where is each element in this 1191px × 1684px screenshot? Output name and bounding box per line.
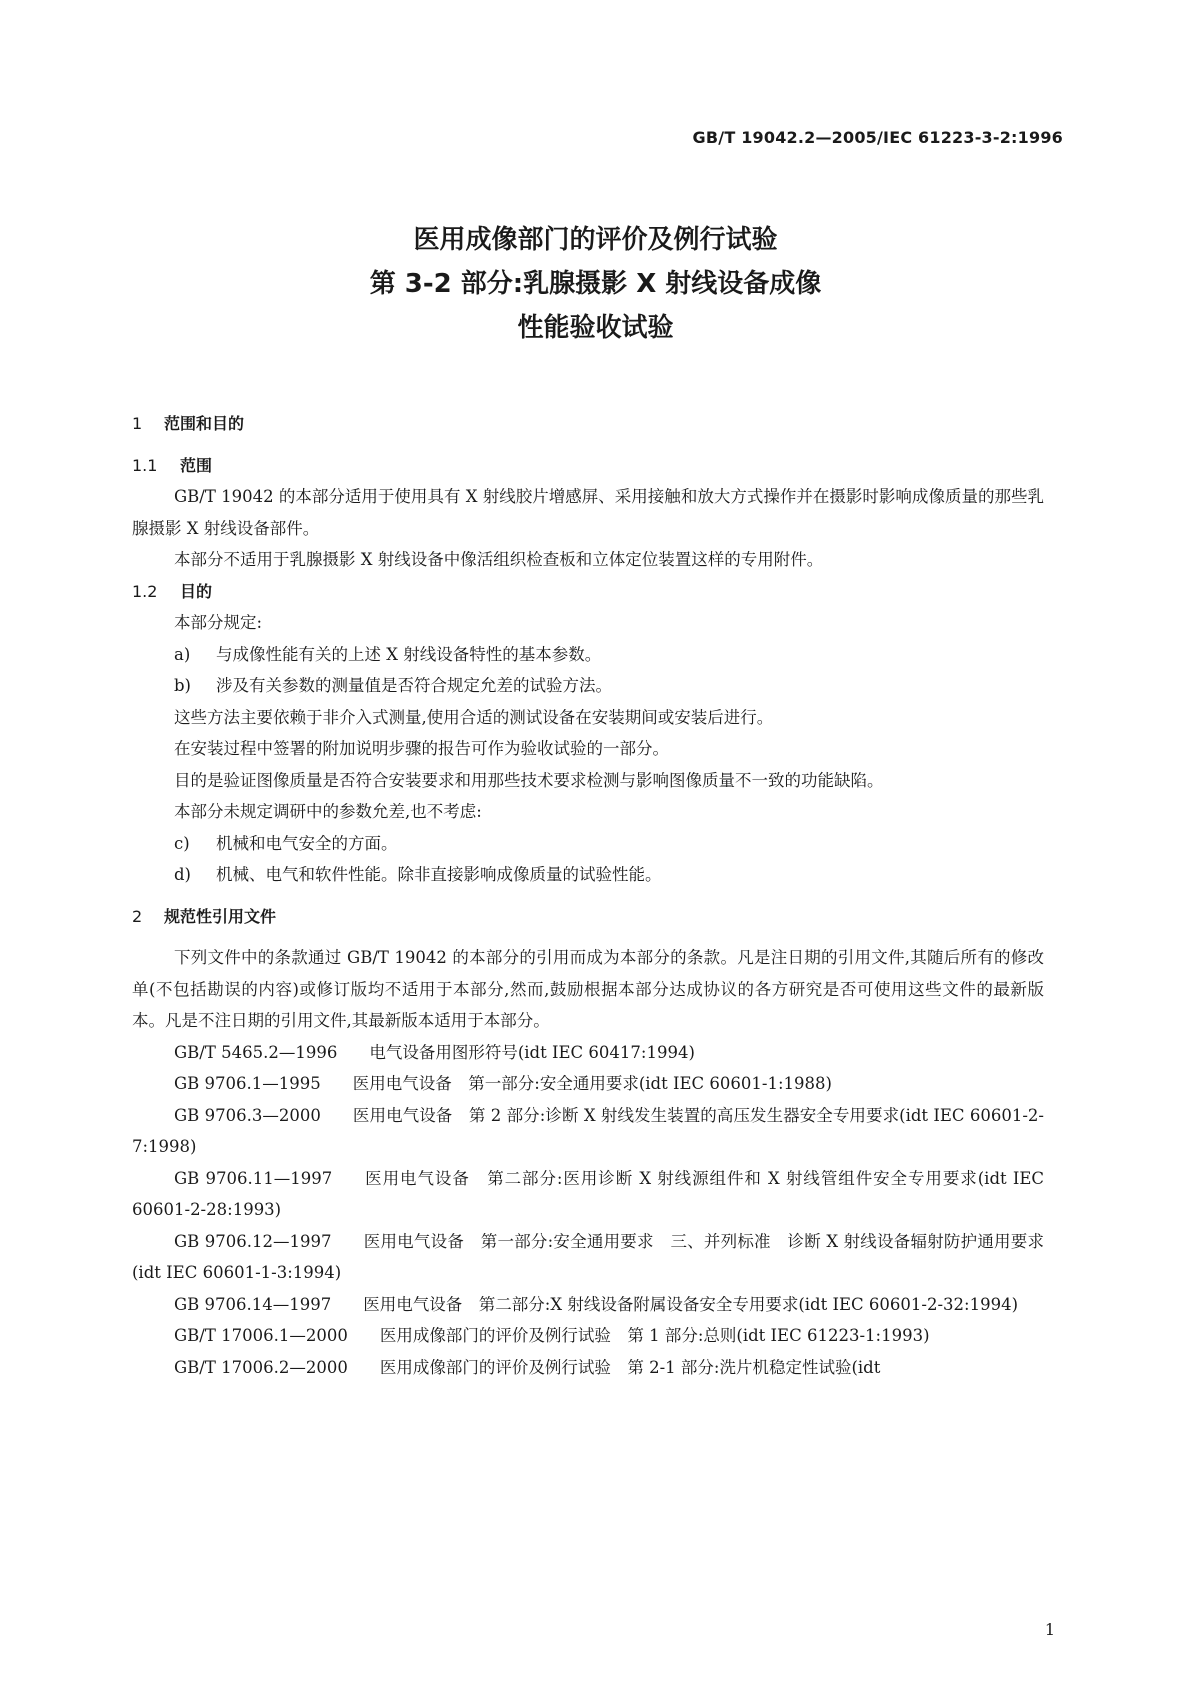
section-2-heading: [132, 901, 1044, 933]
reference-item: [132, 1163, 1044, 1226]
reference-text: 医用成像部门的评价及例行试验 第 2-1 部分:洗片机稳定性试验(idt: [379, 1357, 881, 1377]
reference-item: [132, 1037, 1044, 1069]
reference-text: 医用电气设备 第 2 部分:诊断 X 射线发生装置的高压发生器安全专用要求(idt IEC 60601-2-7:1998): [132, 1105, 1044, 1156]
paragraph: 在安装过程中签署的附加说明步骤的报告可作为验收试验的一部分。: [174, 739, 669, 758]
paragraph: 本部分未规定调研中的参数允差,也不考虑:: [174, 802, 482, 821]
standard-number: GB/T 19042.2—2005/IEC 61223-3-2:1996: [692, 128, 1063, 147]
reference-text: 医用电气设备 第一部分:安全通用要求 三、并列标准 诊断 X 射线设备辐射防护通用要求(idt IEC 60601-1-3:1994): [132, 1231, 1044, 1282]
paragraph: 这些方法主要依赖于非介入式测量,使用合适的测试设备在安装期间或安装后进行。: [174, 707, 774, 727]
paragraph: 目的是验证图像质量是否符合安装要求和用那些技术要求检测与影响图像质量不一致的功能缺陷。: [174, 770, 884, 790]
reference-text: 医用电气设备 第二部分:X 射线设备附属设备安全专用要求(idt IEC 60601-2-32:1994): [363, 1294, 1019, 1314]
paragraph: GB/T 19042 的本部分适用于使用具有 X 射线胶片增感屏、采用接触和放大方式操作并在摄影时影响成像质量的那些乳腺摄影 X 射线设备部件。: [132, 487, 1044, 538]
reference-text: 医用电气设备 第一部分:安全通用要求(idt IEC 60601-1:1988): [352, 1074, 832, 1093]
document-body: [132, 408, 1044, 1383]
section-1-heading: [132, 408, 1044, 440]
reference-text: 医用成像部门的评价及例行试验 第 1 部分:总则(idt IEC 61223-1:1993): [379, 1326, 930, 1345]
reference-item: [132, 1100, 1044, 1163]
page-number: 1: [1044, 1620, 1055, 1639]
list-text: 机械、电气和软件性能。除非直接影响成像质量的试验性能。: [216, 865, 662, 884]
list-text: 机械和电气安全的方面。: [216, 833, 398, 853]
reference-code: GB 9706.12—1997: [174, 1231, 332, 1251]
reference-code: GB 9706.14—1997: [174, 1294, 332, 1314]
reference-code: GB/T 17006.1—2000: [174, 1326, 348, 1345]
paragraph: 本部分规定:: [174, 613, 263, 632]
reference-text: 医用电气设备 第二部分:医用诊断 X 射线源组件和 X 射线管组件安全专用要求(idt IEC 60601-2-28:1993): [132, 1168, 1044, 1219]
reference-item: [132, 1226, 1044, 1289]
list-marker: d): [174, 865, 191, 884]
reference-list: [132, 1037, 1044, 1384]
paragraph: 本部分不适用于乳腺摄影 X 射线设备中像活组织检查板和立体定位装置这样的专用附件。: [174, 550, 824, 569]
reference-text: 电气设备用图形符号(idt IEC 60417:1994): [369, 1042, 695, 1062]
section-1-2-heading: [132, 576, 1044, 608]
list-marker: a): [174, 644, 191, 664]
title-line-3: 性能验收试验: [517, 313, 674, 343]
reference-code: GB 9706.3—2000: [174, 1105, 321, 1125]
section-number: 2: [132, 906, 143, 926]
list-item: [132, 859, 1044, 891]
title-line-1: 医用成像部门的评价及例行试验: [413, 225, 778, 255]
reference-code: GB 9706.11—1997: [174, 1168, 333, 1188]
section-number: 1.1: [132, 455, 158, 475]
list-text: 与成像性能有关的上述 X 射线设备特性的基本参数。: [216, 644, 602, 664]
section-number: 1: [132, 414, 143, 433]
section-number: 1.2: [132, 581, 158, 601]
section-1-1-heading: [132, 450, 1044, 482]
reference-item: [132, 1068, 1044, 1100]
document-title: [0, 218, 1191, 350]
reference-item: [132, 1320, 1044, 1352]
list-item: [132, 639, 1044, 671]
reference-code: GB 9706.1—1995: [174, 1074, 321, 1093]
list-item: [132, 828, 1044, 860]
list-marker: c): [174, 833, 190, 853]
reference-code: GB/T 17006.2—2000: [174, 1357, 348, 1377]
section-title: 范围: [180, 455, 213, 475]
reference-item: [132, 1352, 1044, 1384]
section-title: 规范性引用文件: [164, 906, 277, 926]
reference-item: [132, 1289, 1044, 1321]
section-title: 目的: [180, 581, 213, 601]
paragraph: 下列文件中的条款通过 GB/T 19042 的本部分的引用而成为本部分的条款。凡是注日期的引用文件,其随后所有的修改单(不包括勘误的内容)或修订版均不适用于本部分,然而,鼓励根据本部分达成协议的各方研究是否可使用这些文件的最新版本。凡是不注日期的引用文件,其最新版本适用于本部分。: [132, 948, 1044, 1030]
title-line-2: 第 3-2 部分:乳腺摄影 X 射线设备成像: [369, 269, 822, 299]
list-item: [132, 670, 1044, 702]
section-title: 范围和目的: [164, 414, 245, 433]
list-marker: b): [174, 676, 191, 695]
list-text: 涉及有关参数的测量值是否符合规定允差的试验方法。: [216, 676, 612, 695]
reference-code: GB/T 5465.2—1996: [174, 1042, 338, 1062]
